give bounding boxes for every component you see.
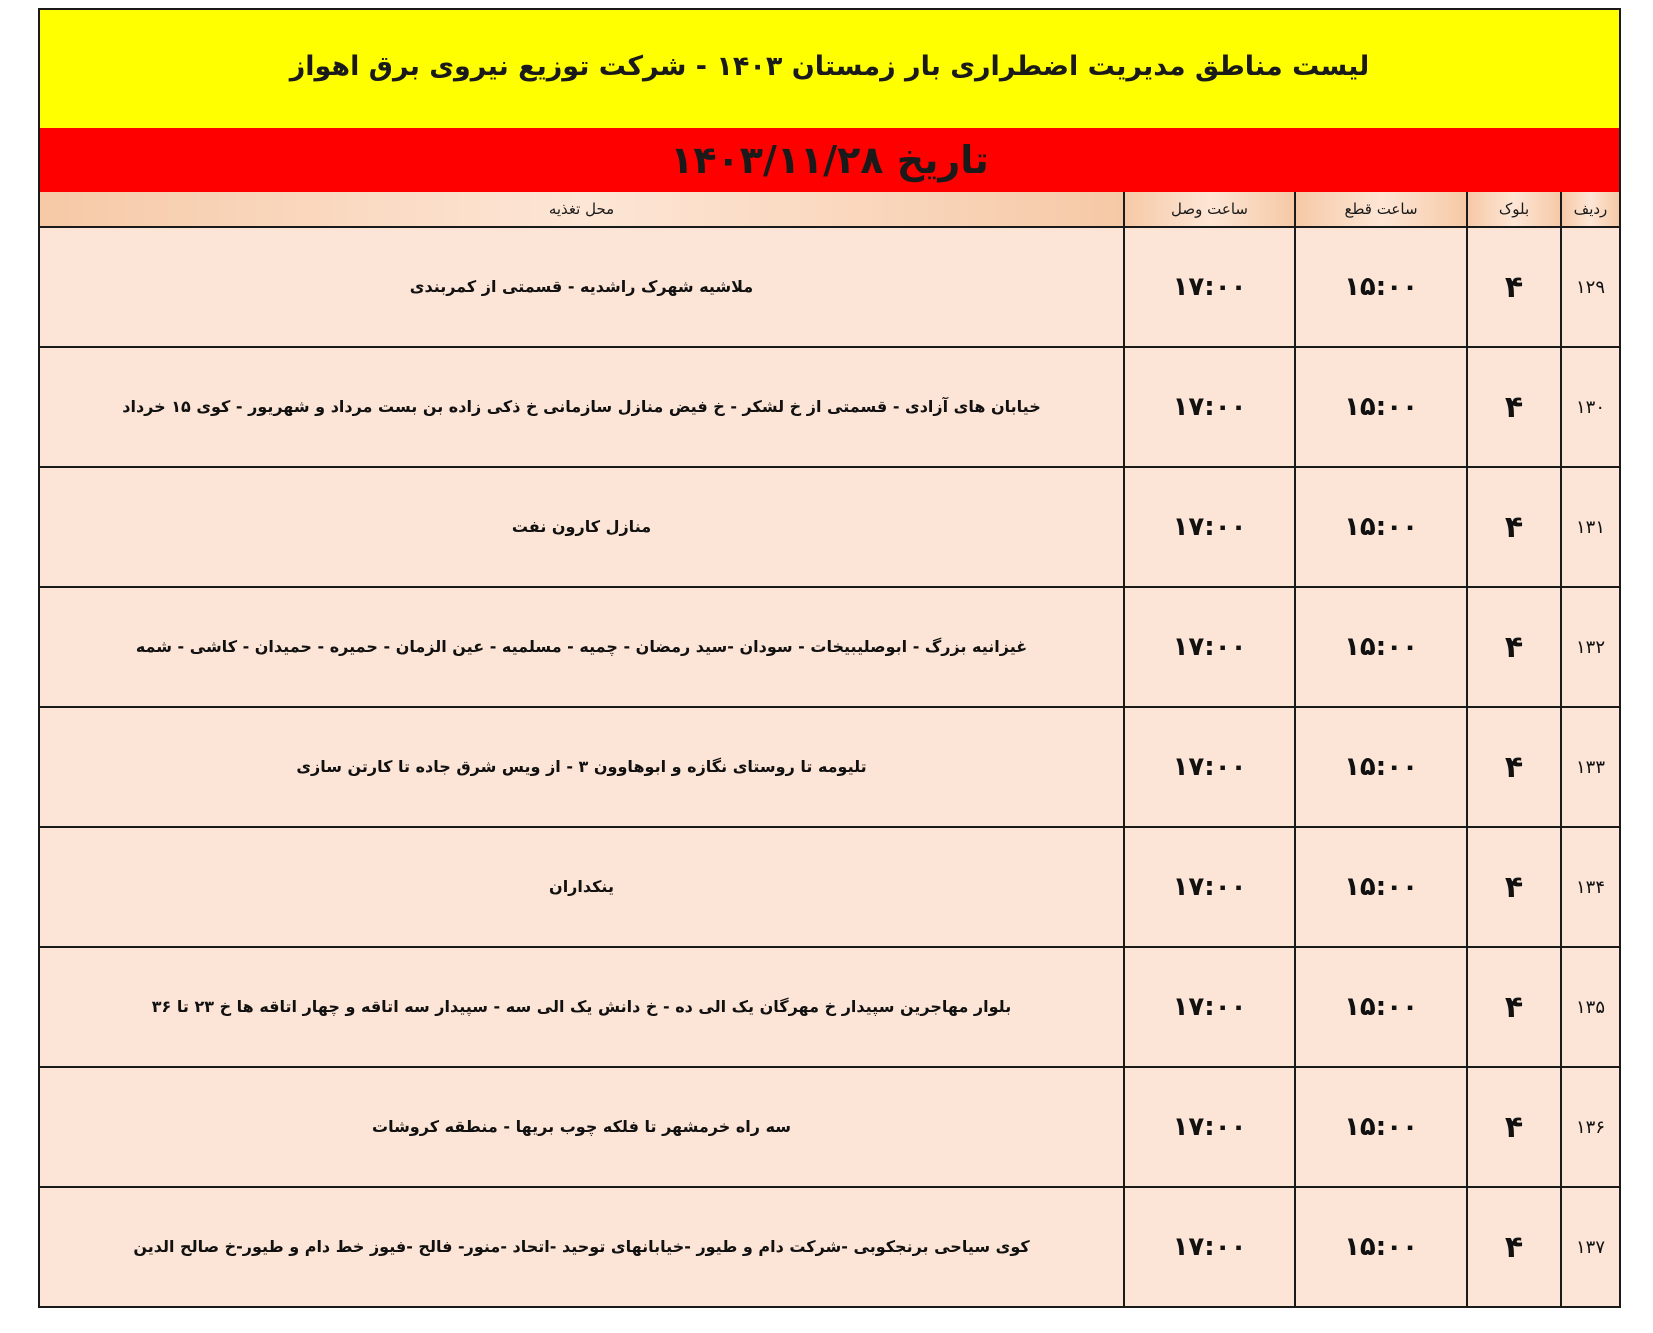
cut-time: ۱۵:۰۰ (1295, 587, 1467, 707)
table-row (40, 827, 1619, 947)
block-number: ۴ (1467, 1187, 1561, 1306)
row-number: ۱۳۴ (1561, 827, 1619, 947)
connect-time: ۱۷:۰۰ (1124, 1067, 1295, 1187)
connect-time: ۱۷:۰۰ (1124, 947, 1295, 1067)
feed-area: تلیومه تا روستای نگازه و ابوهاوون ۳ - از ویس شرق جاده تا کارتن سازی (40, 707, 1124, 827)
row-number: ۱۳۱ (1561, 467, 1619, 587)
block-number: ۴ (1467, 827, 1561, 947)
feed-area: خیابان های آزادی - قسمتی از خ لشکر - خ فیض منازل سازمانی خ ذکی زاده بن بست مرداد و شهریور - کوی ۱۵ خرداد (40, 347, 1124, 467)
table-row (40, 1187, 1619, 1306)
header-block: بلوک (1467, 192, 1561, 227)
header-row-number: ردیف (1561, 192, 1619, 227)
cut-time: ۱۵:۰۰ (1295, 1187, 1467, 1306)
connect-time: ۱۷:۰۰ (1124, 347, 1295, 467)
table-row (40, 467, 1619, 587)
block-number: ۴ (1467, 1067, 1561, 1187)
feed-area: کوی سیاحی برنجکوبی -شرکت دام و طیور -خیابانهای توحید -اتحاد -منور- فالح -فیوز خط دام و طیور-خ صالح الدین (40, 1187, 1124, 1306)
outage-schedule-sheet (38, 8, 1621, 1308)
feed-area: ینکداران (40, 827, 1124, 947)
connect-time: ۱۷:۰۰ (1124, 1187, 1295, 1306)
header-cut-time: ساعت قطع (1295, 192, 1467, 227)
table-row (40, 1067, 1619, 1187)
cut-time: ۱۵:۰۰ (1295, 347, 1467, 467)
row-number: ۱۳۶ (1561, 1067, 1619, 1187)
connect-time: ۱۷:۰۰ (1124, 467, 1295, 587)
header-connect-time: ساعت وصل (1124, 192, 1295, 227)
row-number: ۱۳۲ (1561, 587, 1619, 707)
document-title: لیست مناطق مدیریت اضطراری بار زمستان ۱۴۰۳ - شرکت توزیع نیروی برق اهواز (40, 10, 1619, 128)
cut-time: ۱۵:۰۰ (1295, 947, 1467, 1067)
block-number: ۴ (1467, 947, 1561, 1067)
table-row (40, 947, 1619, 1067)
connect-time: ۱۷:۰۰ (1124, 827, 1295, 947)
header-area: محل تغذیه (40, 192, 1124, 227)
block-number: ۴ (1467, 227, 1561, 347)
cut-time: ۱۵:۰۰ (1295, 227, 1467, 347)
row-number: ۱۳۷ (1561, 1187, 1619, 1306)
cut-time: ۱۵:۰۰ (1295, 467, 1467, 587)
table-row (40, 347, 1619, 467)
feed-area: ملاشیه شهرک راشدیه - قسمتی از کمربندی (40, 227, 1124, 347)
schedule-date: تاریخ ۱۴۰۳/۱۱/۲۸ (40, 128, 1619, 192)
cut-time: ۱۵:۰۰ (1295, 827, 1467, 947)
block-number: ۴ (1467, 467, 1561, 587)
table-row (40, 587, 1619, 707)
connect-time: ۱۷:۰۰ (1124, 587, 1295, 707)
table-row (40, 707, 1619, 827)
row-number: ۱۲۹ (1561, 227, 1619, 347)
feed-area: غیزانیه بزرگ - ابوصلیبیخات - سودان -سید رمضان - چمیه - مسلمیه - عین الزمان - حمیره - حمیدان - کاشی - شمه (40, 587, 1124, 707)
feed-area: بلوار مهاجرین سپیدار خ مهرگان یک الی ده - خ دانش یک الی سه - سپیدار سه اتاقه و چهار اتاقه ها خ ۲۳ تا ۳۶ (40, 947, 1124, 1067)
block-number: ۴ (1467, 707, 1561, 827)
outage-table (40, 192, 1619, 1306)
row-number: ۱۳۵ (1561, 947, 1619, 1067)
connect-time: ۱۷:۰۰ (1124, 227, 1295, 347)
feed-area: منازل کارون نفت (40, 467, 1124, 587)
cut-time: ۱۵:۰۰ (1295, 1067, 1467, 1187)
connect-time: ۱۷:۰۰ (1124, 707, 1295, 827)
row-number: ۱۳۰ (1561, 347, 1619, 467)
block-number: ۴ (1467, 347, 1561, 467)
table-header-row (40, 192, 1619, 227)
block-number: ۴ (1467, 587, 1561, 707)
cut-time: ۱۵:۰۰ (1295, 707, 1467, 827)
table-row (40, 227, 1619, 347)
feed-area: سه راه خرمشهر تا فلکه چوب بریها - منطقه کروشات (40, 1067, 1124, 1187)
row-number: ۱۳۳ (1561, 707, 1619, 827)
